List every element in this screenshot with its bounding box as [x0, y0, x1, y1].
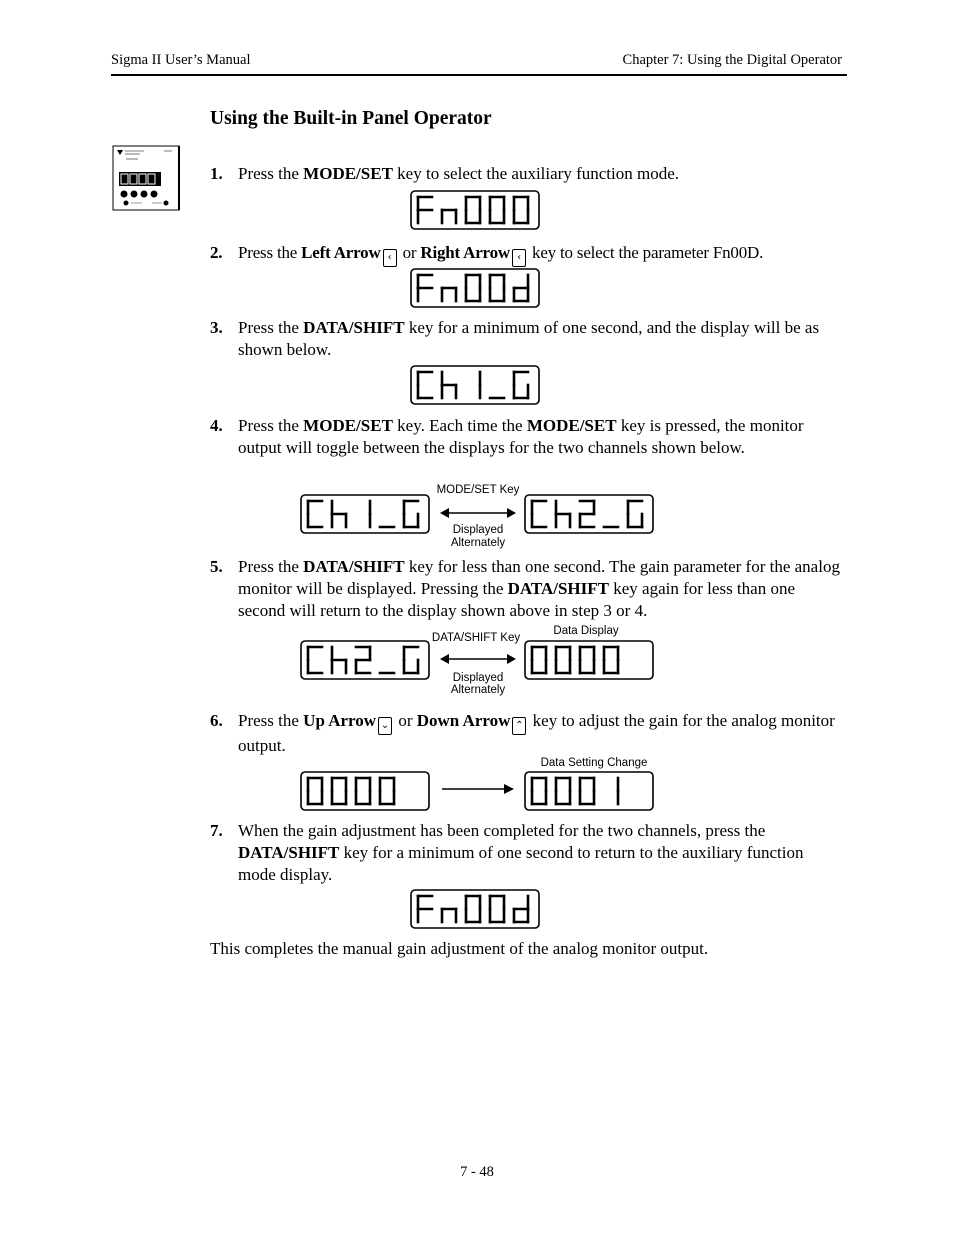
seven-segment-display [410, 190, 540, 230]
step-number: 6. [210, 711, 223, 730]
seven-segment-display [524, 771, 654, 811]
down-arrow-key-icon: ⌃ [512, 717, 526, 735]
seven-segment-display [524, 640, 654, 680]
caption-mode-set-key: MODE/SET Key [436, 484, 520, 496]
page-number: 7 - 48 [460, 1164, 494, 1180]
caption-data-setting-change: Data Setting Change [540, 757, 648, 769]
section-title: Using the Built-in Panel Operator [210, 108, 492, 129]
step-number: 7. [210, 821, 223, 840]
key-name: MODE/SET [526, 416, 617, 435]
key-name: Down Arrow [416, 711, 511, 730]
up-arrow-key-icon: ⌄ [378, 717, 392, 735]
left-arrow-key-icon: ‹ [383, 249, 397, 267]
seven-segment-display [300, 640, 430, 680]
right-arrow-key-icon: ‹ [512, 249, 526, 267]
step-number: 1. [210, 164, 223, 183]
header-left: Sigma II User’s Manual [111, 52, 251, 68]
seven-segment-display [410, 889, 540, 929]
header-rule [111, 74, 847, 76]
caption-displayed: Displayed [452, 672, 504, 684]
step-4: 4. Press the MODE/SET key. Each time the MODE/SET key is pressed, the monitor output will toggle between the displays for the two channels shown below. [210, 416, 804, 457]
right-arrow-icon [440, 782, 514, 796]
caption-data-shift-key: DATA/SHIFT Key [431, 632, 521, 644]
step-5: 5. Press the DATA/SHIFT key for less than one second. The gain parameter for the analog monitor will be displayed. Pressing the DATA/SHIFT key again for less than one second will return to the display shown above in step 3 or 4. [210, 557, 840, 620]
seven-segment-display [524, 494, 654, 534]
seven-segment-display [300, 771, 430, 811]
key-name: DATA/SHIFT [303, 557, 405, 576]
header-right: Chapter 7: Using the Digital Operator [622, 52, 842, 68]
key-name: Right Arrow [420, 243, 510, 262]
seven-segment-display [410, 365, 540, 405]
key-name: DATA/SHIFT [303, 318, 405, 337]
step-number: 5. [210, 557, 223, 576]
step-number: 2. [210, 243, 223, 262]
step-2: 2. Press the Left Arrow ‹ or Right Arrow ‹ key to select the parameter Fn00D. [210, 242, 840, 267]
caption-alternately: Alternately [450, 684, 506, 696]
seven-segment-display [410, 268, 540, 308]
caption-data-display: Data Display [553, 625, 619, 637]
caption-displayed: Displayed [452, 524, 504, 536]
double-arrow-icon [440, 506, 516, 520]
double-arrow-icon [440, 652, 516, 666]
caption-alternately: Alternately [450, 537, 506, 549]
step-6: 6. Press the Up Arrow ⌄ or Down Arrow ⌃ key to adjust the gain for the analog monitor output. [210, 711, 835, 755]
key-name: MODE/SET [303, 416, 393, 435]
key-name: DATA/SHIFT [507, 579, 609, 598]
closing-text: This completes the manual gain adjustment of the analog monitor output. [210, 939, 709, 958]
step-number: 3. [210, 318, 223, 337]
step-1: 1. Press the MODE/SET key to select the auxiliary function mode. [210, 164, 679, 183]
panel-operator-icon [112, 145, 180, 211]
step-number: 4. [210, 416, 223, 435]
key-name: Left Arrow [301, 243, 381, 262]
key-name: Up Arrow [303, 711, 377, 730]
step-3: 3. Press the DATA/SHIFT key for a minimum of one second, and the display will be as shown below. [210, 318, 820, 359]
seven-segment-display [300, 494, 430, 534]
key-name: MODE/SET [303, 164, 393, 183]
key-name: DATA/SHIFT [238, 843, 340, 862]
step-7: 7. When the gain adjustment has been completed for the two channels, press the DATA/SHIFT key for a minimum of one second to return to the auxiliary function mode display. [210, 821, 804, 884]
